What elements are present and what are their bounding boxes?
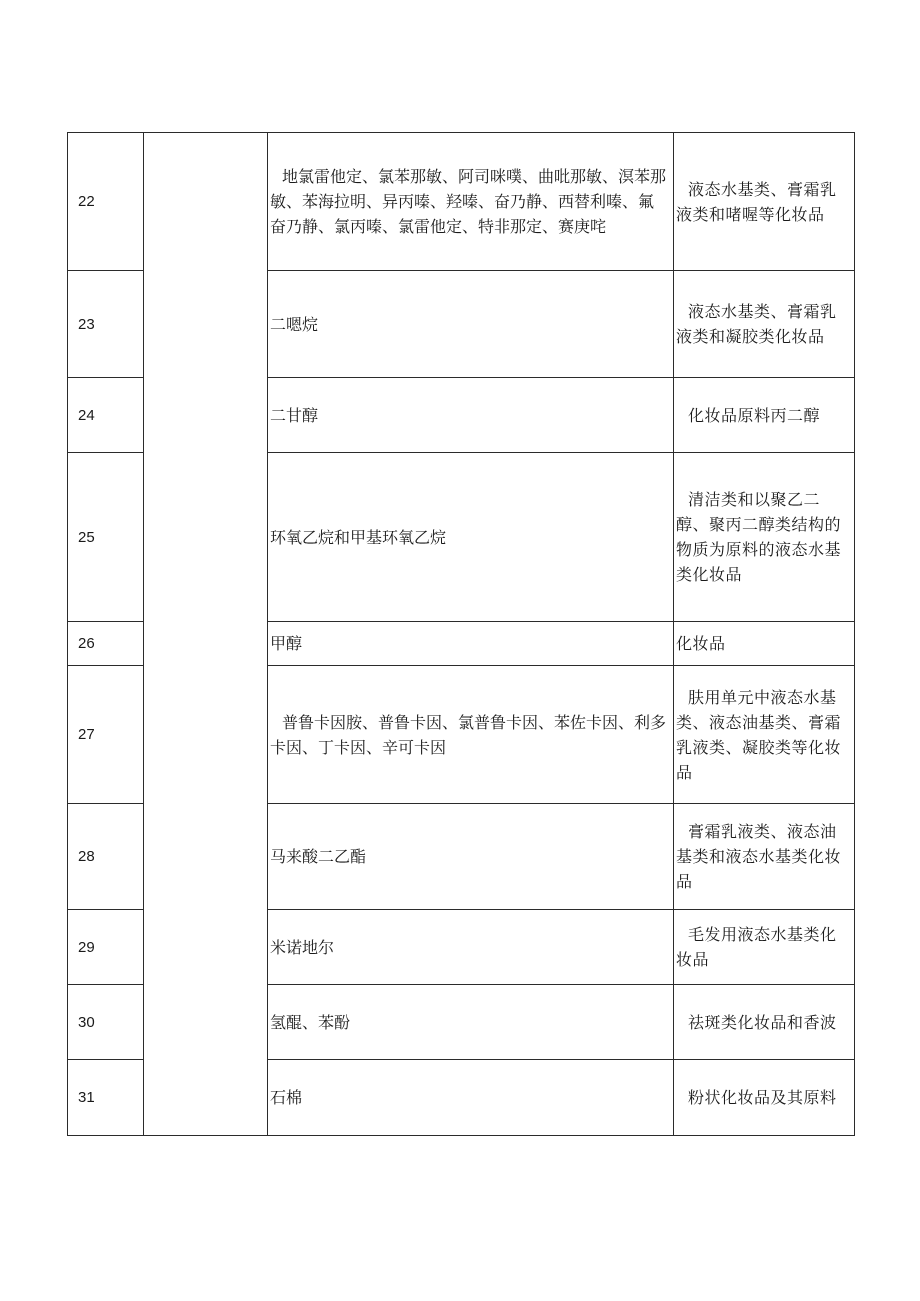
row-number: 30	[68, 985, 144, 1060]
category-cell	[144, 133, 268, 1136]
usage-text: 化妆品原料丙二醇	[688, 405, 821, 425]
substance-cell	[268, 985, 674, 1060]
row-number: 26	[68, 622, 144, 666]
usage-cell	[674, 453, 855, 622]
usage-cell	[674, 378, 855, 453]
row-number: 22	[68, 133, 144, 271]
usage-text: 肤用单元中液态水基类、液态油基类、膏霜乳液类、凝胶类等化妆品	[676, 687, 842, 782]
row-number: 28	[68, 804, 144, 910]
substance-text: 二嗯烷	[270, 314, 319, 334]
row-number: 27	[68, 666, 144, 804]
substance-cell	[268, 453, 674, 622]
usage-text: 化妆品	[676, 634, 726, 653]
substance-text: 甲醇	[270, 634, 303, 653]
substance-cell	[268, 1060, 674, 1136]
usage-text: 液态水基类、膏霜乳液类和啫喔等化妆品	[676, 179, 837, 224]
usage-text: 膏霜乳液类、液态油基类和液态水基类化妆品	[676, 822, 842, 891]
substance-cell	[268, 271, 674, 378]
row-number: 31	[68, 1060, 144, 1136]
substance-cell	[268, 622, 674, 666]
usage-cell	[674, 622, 855, 666]
usage-cell	[674, 985, 855, 1060]
usage-text: 清洁类和以聚乙二醇、聚丙二醇类结构的物质为原料的液态水基类化妆品	[676, 490, 842, 584]
row-number: 23	[68, 271, 144, 378]
substance-text: 氢醌、苯酚	[270, 1012, 351, 1032]
substance-text: 石棉	[270, 1088, 303, 1107]
substance-text: 地氯雷他定、氯苯那敏、阿司咪噗、曲吡那敏、溟苯那敏、苯海拉明、异丙嗪、羟嗪、奋乃静、西替利嗪、氟奋乃静、氯丙嗪、氯雷他定、特非那定、赛庚咤	[270, 167, 667, 236]
usage-cell	[674, 910, 855, 985]
substance-text: 马来酸二乙酯	[270, 847, 367, 866]
substance-text: 环氧乙烷和甲基环氧乙烷	[270, 527, 447, 547]
substance-text: 米诺地尔	[270, 937, 335, 957]
substance-table	[67, 132, 855, 1136]
substance-cell	[268, 133, 674, 271]
substance-text: 普鲁卡因胺、普鲁卡因、氯普鲁卡因、苯佐卡因、利多卡因、丁卡因、辛可卡因	[270, 712, 667, 757]
usage-text: 粉状化妆品及其原料	[688, 1088, 837, 1107]
substance-cell	[268, 378, 674, 453]
row-number: 29	[68, 910, 144, 985]
usage-text: 液态水基类、膏霜乳液类和凝胶类化妆品	[676, 302, 837, 346]
substance-cell	[268, 666, 674, 804]
row-number: 24	[68, 378, 144, 453]
usage-text: 祛斑类化妆品和香波	[688, 1012, 837, 1032]
usage-cell	[674, 133, 855, 271]
row-number: 25	[68, 453, 144, 622]
usage-cell	[674, 804, 855, 910]
table-row	[68, 133, 855, 271]
usage-cell	[674, 1060, 855, 1136]
usage-text: 毛发用液态水基类化妆品	[676, 925, 837, 969]
substance-cell	[268, 910, 674, 985]
usage-cell	[674, 666, 855, 804]
substance-text: 二甘醇	[270, 405, 319, 425]
usage-cell	[674, 271, 855, 378]
substance-cell	[268, 804, 674, 910]
